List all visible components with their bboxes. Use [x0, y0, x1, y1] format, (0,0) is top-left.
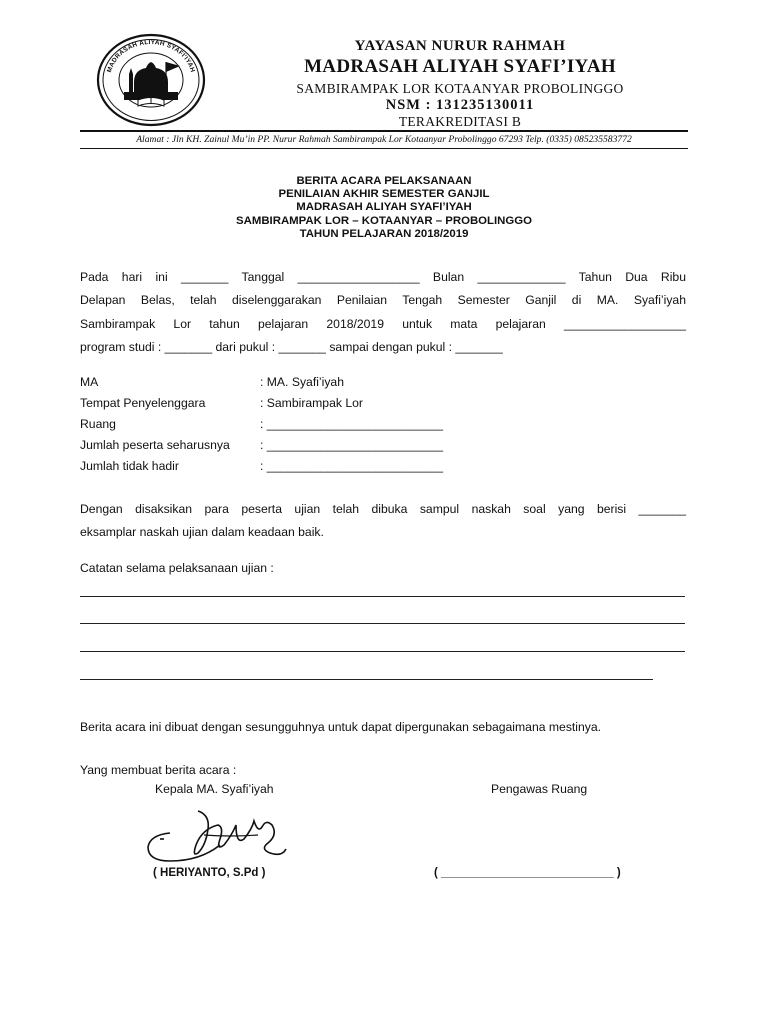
detail-label: Ruang	[80, 417, 116, 431]
title-line: MADRASAH ALIYAH SYAFI’IYAH	[296, 201, 472, 214]
detail-value: : Sambirampak Lor	[260, 396, 363, 410]
left-signer-name: ( HERIYANTO, S.Pd )	[153, 867, 266, 879]
school-address: Alamat : Jln KH. Zainul Mu’in PP. Nurur Rahmah Sambirampak Lor Kotaanyar Probolinggo 67293 Telp. (0335) 085235583772	[136, 134, 632, 145]
detail-label: MA	[80, 375, 99, 389]
right-signer-name-blank: ( ___________________________ )	[434, 867, 621, 879]
detail-label: Tempat Penyelenggara	[80, 396, 206, 410]
closing-statement: Berita acara ini dibuat dengan sesungguhnya untuk dapat dipergunakan sebagaimana mestinya.	[80, 720, 602, 734]
notes-line	[80, 679, 653, 680]
detail-label: Jumlah tidak hadir	[80, 459, 179, 473]
made-by-label: Yang membuat berita acara :	[80, 763, 237, 777]
header-divider-bottom	[80, 148, 688, 149]
detail-label: Jumlah peserta seharusnya	[80, 438, 230, 452]
school-logo	[96, 32, 206, 128]
detail-value: : __________________________	[260, 438, 444, 452]
school-nsm: NSM : 131235130011	[385, 97, 535, 113]
left-signer-role: Kepala MA. Syafi’iyah	[155, 782, 274, 796]
intro-line: Delapan Belas, telah diselenggarakan Penilaian Tengah Semester Ganjil di MA. Syafi’iyah	[80, 293, 686, 308]
title-line: PENILAIAN AKHIR SEMESTER GANJIL	[278, 188, 490, 201]
detail-value: : __________________________	[260, 417, 444, 431]
intro-paragraph	[80, 266, 686, 360]
witness-line: Dengan disaksikan para peserta ujian telah dibuka sampul naskah soal yang berisi _______	[80, 502, 686, 516]
notes-line	[80, 651, 685, 652]
header-divider-top	[80, 130, 688, 132]
document-title	[80, 175, 688, 241]
detail-value: : __________________________	[260, 459, 444, 473]
intro-line: Sambirampak Lor tahun pelajaran 2018/2019 untuk mata pelajaran __________________	[80, 316, 686, 331]
intro-line: program studi : _______ dari pukul : _______ sampai dengan pukul : _______	[80, 340, 503, 355]
intro-line: Pada hari ini _______ Tanggal __________________ Bulan _____________ Tahun Dua Ribu	[80, 270, 686, 284]
handwritten-signature	[140, 805, 300, 875]
detail-value: : MA. Syafi’iyah	[260, 375, 344, 389]
notes-line	[80, 596, 685, 597]
witness-line: eksamplar naskah ujian dalam keadaan baik.	[80, 525, 324, 540]
title-line: SAMBIRAMPAK LOR – KOTAANYAR – PROBOLINGGO	[236, 214, 532, 227]
foundation-name: YAYASAN NURUR RAHMAH	[354, 38, 566, 54]
right-signer-role: Pengawas Ruang	[491, 782, 588, 796]
witness-paragraph	[80, 498, 686, 545]
school-name: MADRASAH ALIYAH SYAFI’IYAH	[304, 56, 616, 77]
title-line: BERITA ACARA PELAKSANAAN	[296, 175, 472, 187]
accreditation-status: TERAKREDITASI B	[398, 114, 522, 129]
school-location: SAMBIRAMPAK LOR KOTAANYAR PROBOLINGGO	[296, 81, 624, 96]
title-line: TAHUN PELAJARAN 2018/2019	[299, 227, 469, 240]
svg-text:MADRASAH ALIYAH SYAFI'IYAH: MADRASAH ALIYAH SYAFI'IYAH	[105, 38, 197, 74]
notes-label: Catatan selama pelaksanaan ujian :	[80, 561, 274, 575]
notes-line	[80, 623, 685, 624]
